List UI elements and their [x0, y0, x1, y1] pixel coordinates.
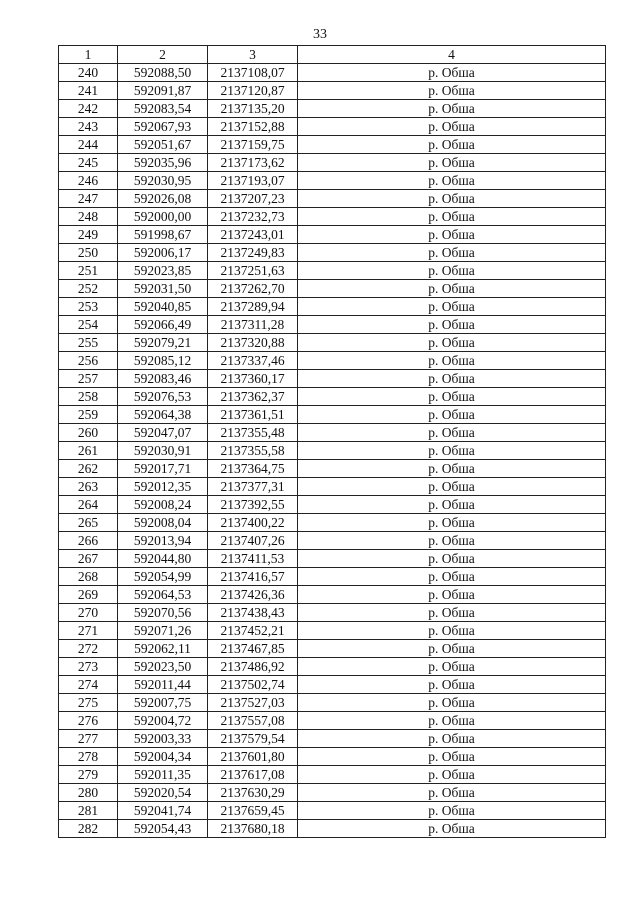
cell-point-number: 256 — [59, 352, 118, 370]
cell-x-coordinate: 592066,49 — [118, 316, 208, 334]
cell-y-coordinate: 2137680,18 — [208, 820, 298, 838]
table-row — [59, 262, 606, 280]
header-y-coordinate: 3 — [208, 46, 298, 64]
cell-x-coordinate: 592003,33 — [118, 730, 208, 748]
header-description: 4 — [298, 46, 606, 64]
cell-point-number: 259 — [59, 406, 118, 424]
cell-description: р. Обша — [298, 748, 606, 766]
cell-point-number: 278 — [59, 748, 118, 766]
cell-point-number: 244 — [59, 136, 118, 154]
cell-y-coordinate: 2137659,45 — [208, 802, 298, 820]
cell-y-coordinate: 2137452,21 — [208, 622, 298, 640]
cell-description: р. Обша — [298, 514, 606, 532]
table-row — [59, 118, 606, 136]
cell-description: р. Обша — [298, 406, 606, 424]
cell-x-coordinate: 591998,67 — [118, 226, 208, 244]
header-point-number: 1 — [59, 46, 118, 64]
cell-description: р. Обша — [298, 226, 606, 244]
cell-y-coordinate: 2137355,58 — [208, 442, 298, 460]
table-row — [59, 136, 606, 154]
cell-point-number: 265 — [59, 514, 118, 532]
cell-point-number: 268 — [59, 568, 118, 586]
cell-x-coordinate: 592004,72 — [118, 712, 208, 730]
cell-description: р. Обша — [298, 316, 606, 334]
cell-y-coordinate: 2137311,28 — [208, 316, 298, 334]
table-row — [59, 190, 606, 208]
cell-x-coordinate: 592054,43 — [118, 820, 208, 838]
table-row — [59, 370, 606, 388]
cell-point-number: 276 — [59, 712, 118, 730]
cell-point-number: 248 — [59, 208, 118, 226]
cell-point-number: 242 — [59, 100, 118, 118]
cell-y-coordinate: 2137416,57 — [208, 568, 298, 586]
cell-y-coordinate: 2137355,48 — [208, 424, 298, 442]
cell-x-coordinate: 592020,54 — [118, 784, 208, 802]
cell-x-coordinate: 592085,12 — [118, 352, 208, 370]
cell-point-number: 266 — [59, 532, 118, 550]
cell-x-coordinate: 592070,56 — [118, 604, 208, 622]
header-row — [59, 46, 606, 64]
cell-point-number: 282 — [59, 820, 118, 838]
cell-y-coordinate: 2137362,37 — [208, 388, 298, 406]
table-row — [59, 244, 606, 262]
cell-description: р. Обша — [298, 352, 606, 370]
cell-x-coordinate: 592013,94 — [118, 532, 208, 550]
cell-y-coordinate: 2137361,51 — [208, 406, 298, 424]
cell-point-number: 262 — [59, 460, 118, 478]
cell-description: р. Обша — [298, 676, 606, 694]
cell-x-coordinate: 592064,38 — [118, 406, 208, 424]
cell-y-coordinate: 2137232,73 — [208, 208, 298, 226]
cell-x-coordinate: 592006,17 — [118, 244, 208, 262]
cell-y-coordinate: 2137601,80 — [208, 748, 298, 766]
table-row — [59, 622, 606, 640]
cell-y-coordinate: 2137411,53 — [208, 550, 298, 568]
table-row — [59, 226, 606, 244]
cell-description: р. Обша — [298, 550, 606, 568]
table-row — [59, 784, 606, 802]
cell-description: р. Обша — [298, 694, 606, 712]
cell-description: р. Обша — [298, 190, 606, 208]
table-row — [59, 406, 606, 424]
cell-point-number: 267 — [59, 550, 118, 568]
table-row — [59, 424, 606, 442]
cell-point-number: 280 — [59, 784, 118, 802]
cell-description: р. Обша — [298, 208, 606, 226]
cell-y-coordinate: 2137407,26 — [208, 532, 298, 550]
cell-point-number: 243 — [59, 118, 118, 136]
cell-x-coordinate: 592071,26 — [118, 622, 208, 640]
cell-point-number: 274 — [59, 676, 118, 694]
cell-y-coordinate: 2137135,20 — [208, 100, 298, 118]
cell-x-coordinate: 592079,21 — [118, 334, 208, 352]
cell-description: р. Обша — [298, 136, 606, 154]
cell-point-number: 261 — [59, 442, 118, 460]
cell-x-coordinate: 592041,74 — [118, 802, 208, 820]
cell-description: р. Обша — [298, 262, 606, 280]
cell-description: р. Обша — [298, 82, 606, 100]
cell-description: р. Обша — [298, 64, 606, 82]
table-row — [59, 100, 606, 118]
cell-y-coordinate: 2137159,75 — [208, 136, 298, 154]
cell-point-number: 257 — [59, 370, 118, 388]
table-row — [59, 658, 606, 676]
cell-description: р. Обша — [298, 298, 606, 316]
cell-x-coordinate: 592083,46 — [118, 370, 208, 388]
cell-y-coordinate: 2137207,23 — [208, 190, 298, 208]
cell-point-number: 273 — [59, 658, 118, 676]
cell-point-number: 253 — [59, 298, 118, 316]
cell-y-coordinate: 2137364,75 — [208, 460, 298, 478]
table-row — [59, 280, 606, 298]
cell-description: р. Обша — [298, 532, 606, 550]
cell-description: р. Обша — [298, 568, 606, 586]
cell-point-number: 246 — [59, 172, 118, 190]
cell-x-coordinate: 592023,85 — [118, 262, 208, 280]
cell-description: р. Обша — [298, 118, 606, 136]
cell-point-number: 263 — [59, 478, 118, 496]
cell-description: р. Обша — [298, 424, 606, 442]
cell-description: р. Обша — [298, 334, 606, 352]
cell-x-coordinate: 592011,35 — [118, 766, 208, 784]
cell-point-number: 241 — [59, 82, 118, 100]
cell-x-coordinate: 592031,50 — [118, 280, 208, 298]
cell-x-coordinate: 592047,07 — [118, 424, 208, 442]
cell-point-number: 249 — [59, 226, 118, 244]
cell-x-coordinate: 592051,67 — [118, 136, 208, 154]
cell-description: р. Обша — [298, 622, 606, 640]
cell-point-number: 240 — [59, 64, 118, 82]
cell-point-number: 269 — [59, 586, 118, 604]
cell-description: р. Обша — [298, 784, 606, 802]
cell-description: р. Обша — [298, 388, 606, 406]
cell-description: р. Обша — [298, 280, 606, 298]
cell-x-coordinate: 592083,54 — [118, 100, 208, 118]
cell-point-number: 252 — [59, 280, 118, 298]
cell-point-number: 270 — [59, 604, 118, 622]
cell-description: р. Обша — [298, 604, 606, 622]
cell-description: р. Обша — [298, 478, 606, 496]
cell-x-coordinate: 592062,11 — [118, 640, 208, 658]
cell-point-number: 260 — [59, 424, 118, 442]
cell-x-coordinate: 592017,71 — [118, 460, 208, 478]
cell-point-number: 245 — [59, 154, 118, 172]
cell-y-coordinate: 2137243,01 — [208, 226, 298, 244]
cell-point-number: 275 — [59, 694, 118, 712]
cell-point-number: 255 — [59, 334, 118, 352]
cell-description: р. Обша — [298, 100, 606, 118]
cell-point-number: 277 — [59, 730, 118, 748]
table-row — [59, 514, 606, 532]
cell-x-coordinate: 592008,24 — [118, 496, 208, 514]
cell-y-coordinate: 2137630,29 — [208, 784, 298, 802]
cell-x-coordinate: 592030,91 — [118, 442, 208, 460]
cell-point-number: 281 — [59, 802, 118, 820]
cell-x-coordinate: 592054,99 — [118, 568, 208, 586]
cell-point-number: 247 — [59, 190, 118, 208]
table-row — [59, 442, 606, 460]
cell-x-coordinate: 592035,96 — [118, 154, 208, 172]
table-row — [59, 730, 606, 748]
table-row — [59, 766, 606, 784]
cell-x-coordinate: 592011,44 — [118, 676, 208, 694]
cell-y-coordinate: 2137108,07 — [208, 64, 298, 82]
cell-description: р. Обша — [298, 172, 606, 190]
cell-y-coordinate: 2137120,87 — [208, 82, 298, 100]
cell-description: р. Обша — [298, 442, 606, 460]
cell-x-coordinate: 592026,08 — [118, 190, 208, 208]
cell-description: р. Обша — [298, 244, 606, 262]
table-row — [59, 676, 606, 694]
cell-y-coordinate: 2137249,83 — [208, 244, 298, 262]
cell-y-coordinate: 2137579,54 — [208, 730, 298, 748]
table-row — [59, 568, 606, 586]
header-x-coordinate: 2 — [118, 46, 208, 64]
cell-point-number: 279 — [59, 766, 118, 784]
table-row — [59, 802, 606, 820]
cell-y-coordinate: 2137617,08 — [208, 766, 298, 784]
cell-point-number: 254 — [59, 316, 118, 334]
page-number: 33 — [313, 27, 327, 42]
cell-y-coordinate: 2137502,74 — [208, 676, 298, 694]
table-row — [59, 172, 606, 190]
table-row — [59, 694, 606, 712]
cell-y-coordinate: 2137377,31 — [208, 478, 298, 496]
table-row — [59, 208, 606, 226]
table-row — [59, 550, 606, 568]
cell-y-coordinate: 2137527,03 — [208, 694, 298, 712]
table-row — [59, 298, 606, 316]
cell-description: р. Обша — [298, 802, 606, 820]
cell-x-coordinate: 592088,50 — [118, 64, 208, 82]
cell-y-coordinate: 2137193,07 — [208, 172, 298, 190]
cell-x-coordinate: 592091,87 — [118, 82, 208, 100]
cell-y-coordinate: 2137486,92 — [208, 658, 298, 676]
coordinates-table — [58, 45, 606, 838]
cell-point-number: 271 — [59, 622, 118, 640]
cell-y-coordinate: 2137173,62 — [208, 154, 298, 172]
cell-x-coordinate: 592000,00 — [118, 208, 208, 226]
cell-y-coordinate: 2137438,43 — [208, 604, 298, 622]
cell-description: р. Обша — [298, 640, 606, 658]
cell-description: р. Обша — [298, 730, 606, 748]
cell-description: р. Обша — [298, 658, 606, 676]
cell-x-coordinate: 592064,53 — [118, 586, 208, 604]
cell-y-coordinate: 2137392,55 — [208, 496, 298, 514]
cell-x-coordinate: 592040,85 — [118, 298, 208, 316]
cell-point-number: 251 — [59, 262, 118, 280]
table-row — [59, 712, 606, 730]
cell-x-coordinate: 592004,34 — [118, 748, 208, 766]
cell-x-coordinate: 592023,50 — [118, 658, 208, 676]
cell-x-coordinate: 592067,93 — [118, 118, 208, 136]
table-row — [59, 352, 606, 370]
cell-x-coordinate: 592012,35 — [118, 478, 208, 496]
table-row — [59, 604, 606, 622]
cell-x-coordinate: 592030,95 — [118, 172, 208, 190]
table-row — [59, 640, 606, 658]
table-header — [59, 46, 606, 64]
table-row — [59, 820, 606, 838]
cell-y-coordinate: 2137152,88 — [208, 118, 298, 136]
table-row — [59, 316, 606, 334]
cell-description: р. Обша — [298, 154, 606, 172]
cell-description: р. Обша — [298, 460, 606, 478]
cell-x-coordinate: 592044,80 — [118, 550, 208, 568]
cell-point-number: 258 — [59, 388, 118, 406]
cell-y-coordinate: 2137467,85 — [208, 640, 298, 658]
table-row — [59, 748, 606, 766]
table-row — [59, 388, 606, 406]
cell-y-coordinate: 2137262,70 — [208, 280, 298, 298]
cell-point-number: 250 — [59, 244, 118, 262]
table-row — [59, 334, 606, 352]
cell-y-coordinate: 2137289,94 — [208, 298, 298, 316]
cell-description: р. Обша — [298, 712, 606, 730]
cell-description: р. Обша — [298, 370, 606, 388]
table-body — [59, 64, 606, 838]
table-row — [59, 460, 606, 478]
table-row — [59, 496, 606, 514]
cell-x-coordinate: 592076,53 — [118, 388, 208, 406]
table-row — [59, 586, 606, 604]
cell-point-number: 264 — [59, 496, 118, 514]
cell-y-coordinate: 2137360,17 — [208, 370, 298, 388]
cell-x-coordinate: 592008,04 — [118, 514, 208, 532]
table-row — [59, 532, 606, 550]
cell-x-coordinate: 592007,75 — [118, 694, 208, 712]
cell-y-coordinate: 2137320,88 — [208, 334, 298, 352]
table-row — [59, 82, 606, 100]
cell-description: р. Обша — [298, 820, 606, 838]
table-row — [59, 478, 606, 496]
cell-y-coordinate: 2137426,36 — [208, 586, 298, 604]
cell-description: р. Обша — [298, 586, 606, 604]
cell-y-coordinate: 2137337,46 — [208, 352, 298, 370]
cell-y-coordinate: 2137400,22 — [208, 514, 298, 532]
table-row — [59, 64, 606, 82]
cell-point-number: 272 — [59, 640, 118, 658]
cell-y-coordinate: 2137557,08 — [208, 712, 298, 730]
cell-description: р. Обша — [298, 766, 606, 784]
cell-y-coordinate: 2137251,63 — [208, 262, 298, 280]
cell-description: р. Обша — [298, 496, 606, 514]
table-row — [59, 154, 606, 172]
